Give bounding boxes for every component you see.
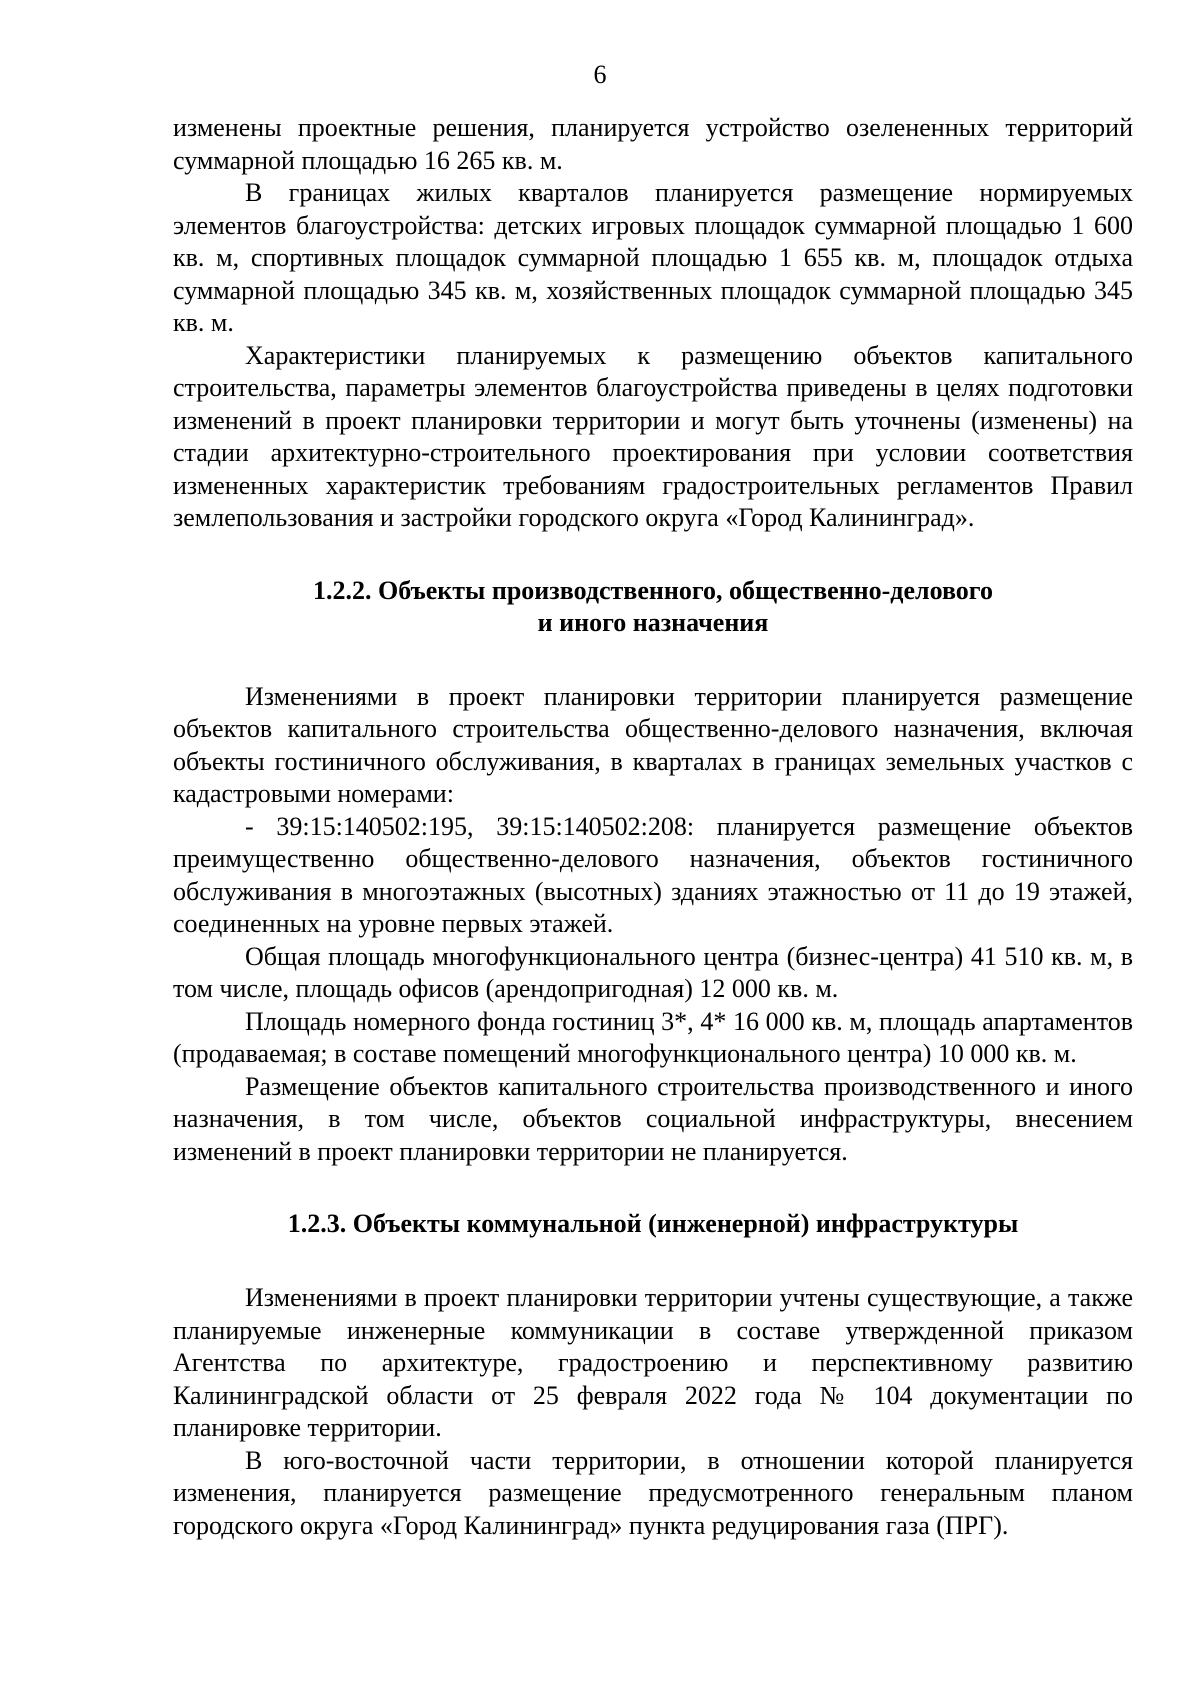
paragraph-total-area: Общая площадь многофункционального центра (бизнес-центра) 41 510 кв. м, в том числе, площадь офисов (арендопригодная) 12 000 кв. м.	[173, 941, 1133, 1003]
heading-line-2: и иного назначения	[537, 607, 769, 637]
paragraph-utilities: Изменениями в проект планировки территории учтены существующие, а также планируемые инженерные коммуникации в составе утвержденной приказом Агентства по архитектуре, градостроению и перспективному развитию Калининградской области от 25 февраля 2022 года № 104 документации по планировке территории.	[173, 1283, 1133, 1442]
paragraph-gas-point: В юго-восточной части территории, в отношении которой планируется изменения, планируется размещение предусмотренного генеральным планом городского округа «Город Калининград» пункта редуцирования газа (ПРГ).	[173, 1445, 1133, 1540]
paragraph-characteristics: Характеристики планируемых к размещению объектов капитального строительства, параметры элементов благоустройства приведены в целях подготовки изменений в проект планировки территории и могут быть уточнены (изменены) на стадии архитектурно-строительного проектирования при условии соответствия измененных характеристик требованиям градостроительных регламентов Правил землепользования и застройки городского округа «Город Калининград».	[173, 340, 1133, 532]
heading-line-1: 1.2.2. Объекты производственного, общественно-делового	[313, 575, 993, 605]
paragraph-cadastral-list-item: - 39:15:140502:195, 39:15:140502:208: планируется размещение объектов преимущественно общественно-делового назначения, объектов гостиничного обслуживания в многоэтажных (высотных) зданиях этажностью от 11 до 19 этажей, соединенных на уровне первых этажей.	[173, 811, 1133, 938]
section-heading-1-2-2	[173, 575, 1133, 639]
paragraph-hotel-area: Площадь номерного фонда гостиниц 3*, 4* 16 000 кв. м, площадь апартаментов (продаваемая; в составе помещений многофункционального центра) 10 000 кв. м.	[173, 1006, 1133, 1068]
page-number: 6	[593, 60, 607, 89]
paragraph-industrial: Размещение объектов капитального строительства производственного и иного назначения, в том числе, объектов социальной инфраструктуры, внесением изменений в проект планировки территории не планируется.	[173, 1071, 1133, 1166]
paragraph-placement: Изменениями в проект планировки территории планируется размещение объектов капитального строительства общественно-делового назначения, включая объекты гостиничного обслуживания, в кварталах в границах земельных участков с кадастровыми номерами:	[173, 681, 1133, 808]
document-body	[173, 112, 1133, 1542]
paragraph-continuation: изменены проектные решения, планируется устройство озелененных территорий суммарной площадью 16 265 кв. м.	[173, 113, 1133, 175]
paragraph-landscaping: В границах жилых кварталов планируется размещение нормируемых элементов благоустройства: детских игровых площадок суммарной площадью 1 600 кв. м, спортивных площадок суммарной площадью 1 655 кв. м, площадок отдыха суммарной площадью 345 кв. м, хозяйственных площадок суммарной площадью 345 кв. м.	[173, 178, 1133, 337]
section-heading-1-2-3: 1.2.3. Объекты коммунальной (инженерной) инфраструктуры	[287, 1209, 1019, 1238]
